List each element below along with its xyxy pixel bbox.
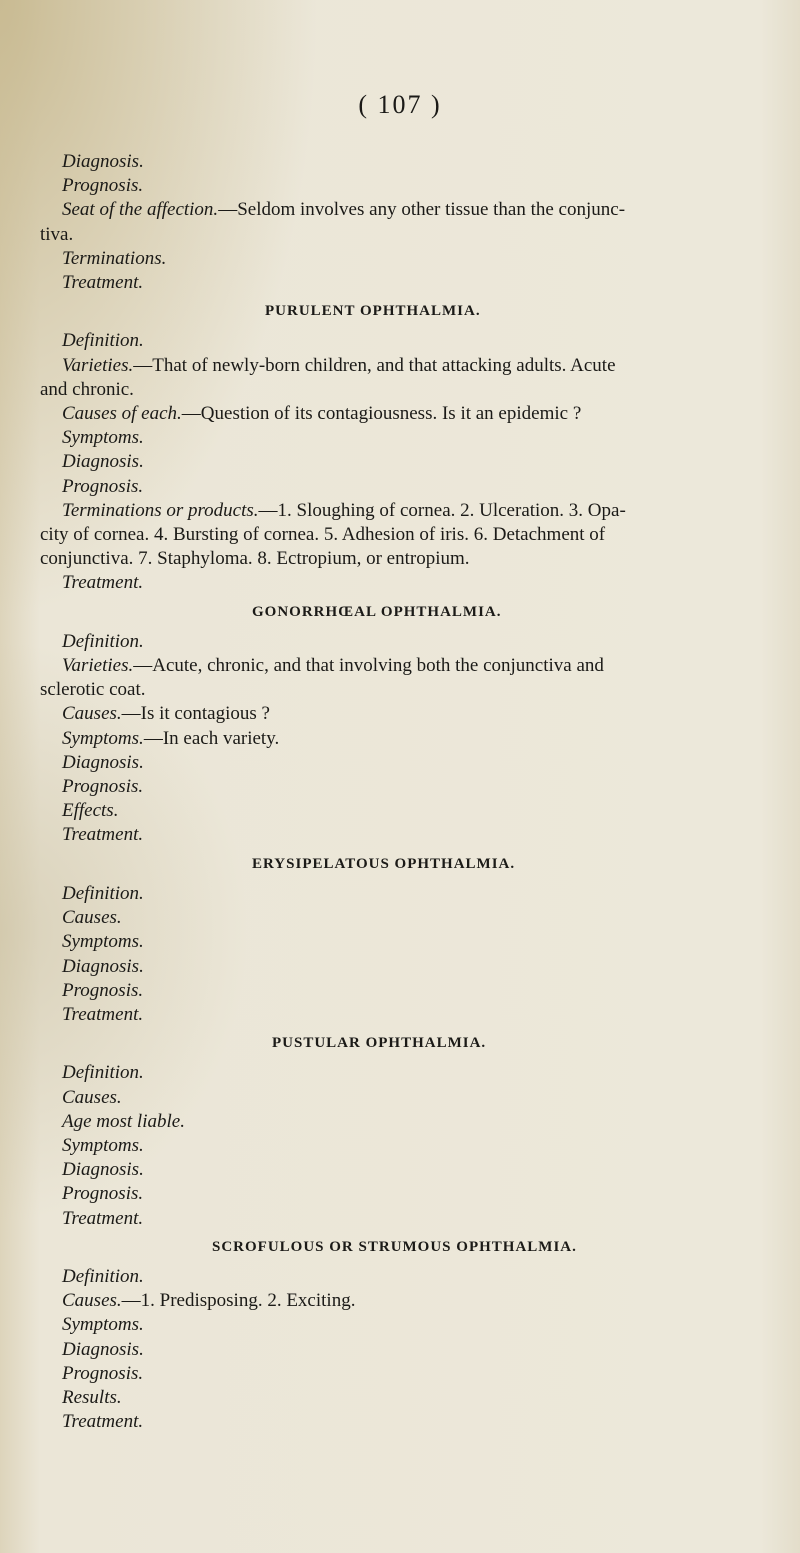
section-heading-gonorrhoeal: GONORRHŒAL OPHTHALMIA. (252, 603, 502, 620)
scrofulous-diagnosis: Diagnosis. (62, 1338, 144, 1360)
purulent-diagnosis: Diagnosis. (62, 451, 144, 473)
erysipelatous-symptoms: Symptoms. (62, 931, 144, 953)
gonorrhoeal-causes-text: —Is it contagious ? (121, 703, 270, 725)
gonorrhoeal-prognosis: Prognosis. (62, 776, 144, 798)
purulent-varieties-continuation: and chronic. (40, 378, 134, 400)
pustular-treatment: Treatment. (62, 1207, 144, 1229)
gonorrhoeal-causes-label: Causes. (62, 703, 122, 725)
purulent-prognosis: Prognosis. (62, 475, 144, 497)
pustular-age: Age most liable. (62, 1110, 185, 1132)
pustular-symptoms: Symptoms. (62, 1134, 144, 1156)
heading-treatment: Treatment. (62, 272, 144, 294)
erysipelatous-prognosis: Prognosis. (62, 979, 144, 1001)
section-heading-scrofulous: SCROFULOUS OR STRUMOUS OPHTHALMIA. (212, 1238, 577, 1255)
scrofulous-results: Results. (62, 1386, 122, 1408)
seat-paragraph (40, 198, 750, 222)
purulent-varieties-label: Varieties. (62, 354, 134, 376)
purulent-terminations-label: Terminations or products. (62, 499, 259, 521)
section-heading-purulent: PURULENT OPHTHALMIA. (265, 303, 481, 320)
section-heading-pustular: PUSTULAR OPHTHALMIA. (272, 1035, 487, 1052)
gonorrhoeal-symptoms-label: Symptoms. (62, 727, 144, 749)
gonorrhoeal-definition: Definition. (62, 630, 144, 652)
gonorrhoeal-effects: Effects. (62, 800, 119, 822)
pustular-prognosis: Prognosis. (62, 1183, 144, 1205)
scrofulous-causes (40, 1289, 750, 1313)
page-number: ( 107 ) (358, 90, 442, 119)
heading-diagnosis: Diagnosis. (62, 151, 144, 172)
purulent-definition: Definition. (62, 330, 144, 352)
scrofulous-definition: Definition. (62, 1265, 144, 1287)
purulent-terminations-cont-2: conjunctiva. 7. Staphyloma. 8. Ectropium, or entropium. (40, 548, 470, 570)
scrofulous-treatment: Treatment. (62, 1411, 144, 1433)
seat-text: —Seldom involves any other tissue than the conjunc- (218, 199, 626, 221)
pustular-causes: Causes. (62, 1086, 122, 1108)
purulent-symptoms: Symptoms. (62, 427, 144, 449)
pustular-diagnosis: Diagnosis. (62, 1159, 144, 1181)
erysipelatous-definition: Definition. (62, 882, 144, 904)
seat-continuation: tiva. (40, 223, 74, 245)
purulent-causes (40, 402, 750, 426)
gonorrhoeal-varieties-text: —Acute, chronic, and that involving both the conjunctiva and (133, 655, 604, 677)
gonorrhoeal-symptoms-text: —In each variety. (143, 727, 280, 749)
heading-terminations: Terminations. (62, 247, 167, 269)
gonorrhoeal-varieties-continuation: sclerotic coat. (40, 679, 146, 701)
purulent-treatment: Treatment. (62, 572, 144, 594)
gonorrhoeal-treatment: Treatment. (62, 824, 144, 846)
gonorrhoeal-symptoms (40, 727, 750, 751)
pustular-definition: Definition. (62, 1062, 144, 1084)
heading-prognosis: Prognosis. (62, 175, 144, 197)
gonorrhoeal-causes (40, 702, 750, 726)
gonorrhoeal-varieties (40, 654, 750, 678)
erysipelatous-causes: Causes. (62, 907, 122, 929)
erysipelatous-diagnosis: Diagnosis. (62, 955, 144, 977)
scrofulous-causes-label: Causes. (62, 1290, 122, 1312)
scrofulous-symptoms: Symptoms. (62, 1314, 144, 1336)
gonorrhoeal-diagnosis: Diagnosis. (62, 751, 144, 773)
purulent-varieties-text: —That of newly-born children, and that attacking adults. Acute (133, 354, 616, 376)
purulent-causes-text: —Question of its contagiousness. Is it an epidemic ? (181, 403, 582, 425)
purulent-terminations-text: —1. Sloughing of cornea. 2. Ulceration. 3. Opa- (258, 499, 626, 521)
section-heading-erysipelatous: ERYSIPELATOUS OPHTHALMIA. (252, 855, 516, 872)
purulent-varieties (40, 354, 750, 378)
seat-label: Seat of the affection. (62, 199, 219, 221)
scrofulous-prognosis: Prognosis. (62, 1362, 144, 1384)
purulent-causes-label: Causes of each. (62, 403, 182, 425)
page-body (40, 150, 750, 1434)
gonorrhoeal-varieties-label: Varieties. (62, 655, 134, 677)
purulent-terminations (40, 499, 750, 523)
erysipelatous-treatment: Treatment. (62, 1003, 144, 1025)
scrofulous-causes-text: —1. Predisposing. 2. Exciting. (121, 1290, 356, 1312)
purulent-terminations-cont-1: city of cornea. 4. Bursting of cornea. 5. Adhesion of iris. 6. Detachment of (40, 524, 606, 546)
